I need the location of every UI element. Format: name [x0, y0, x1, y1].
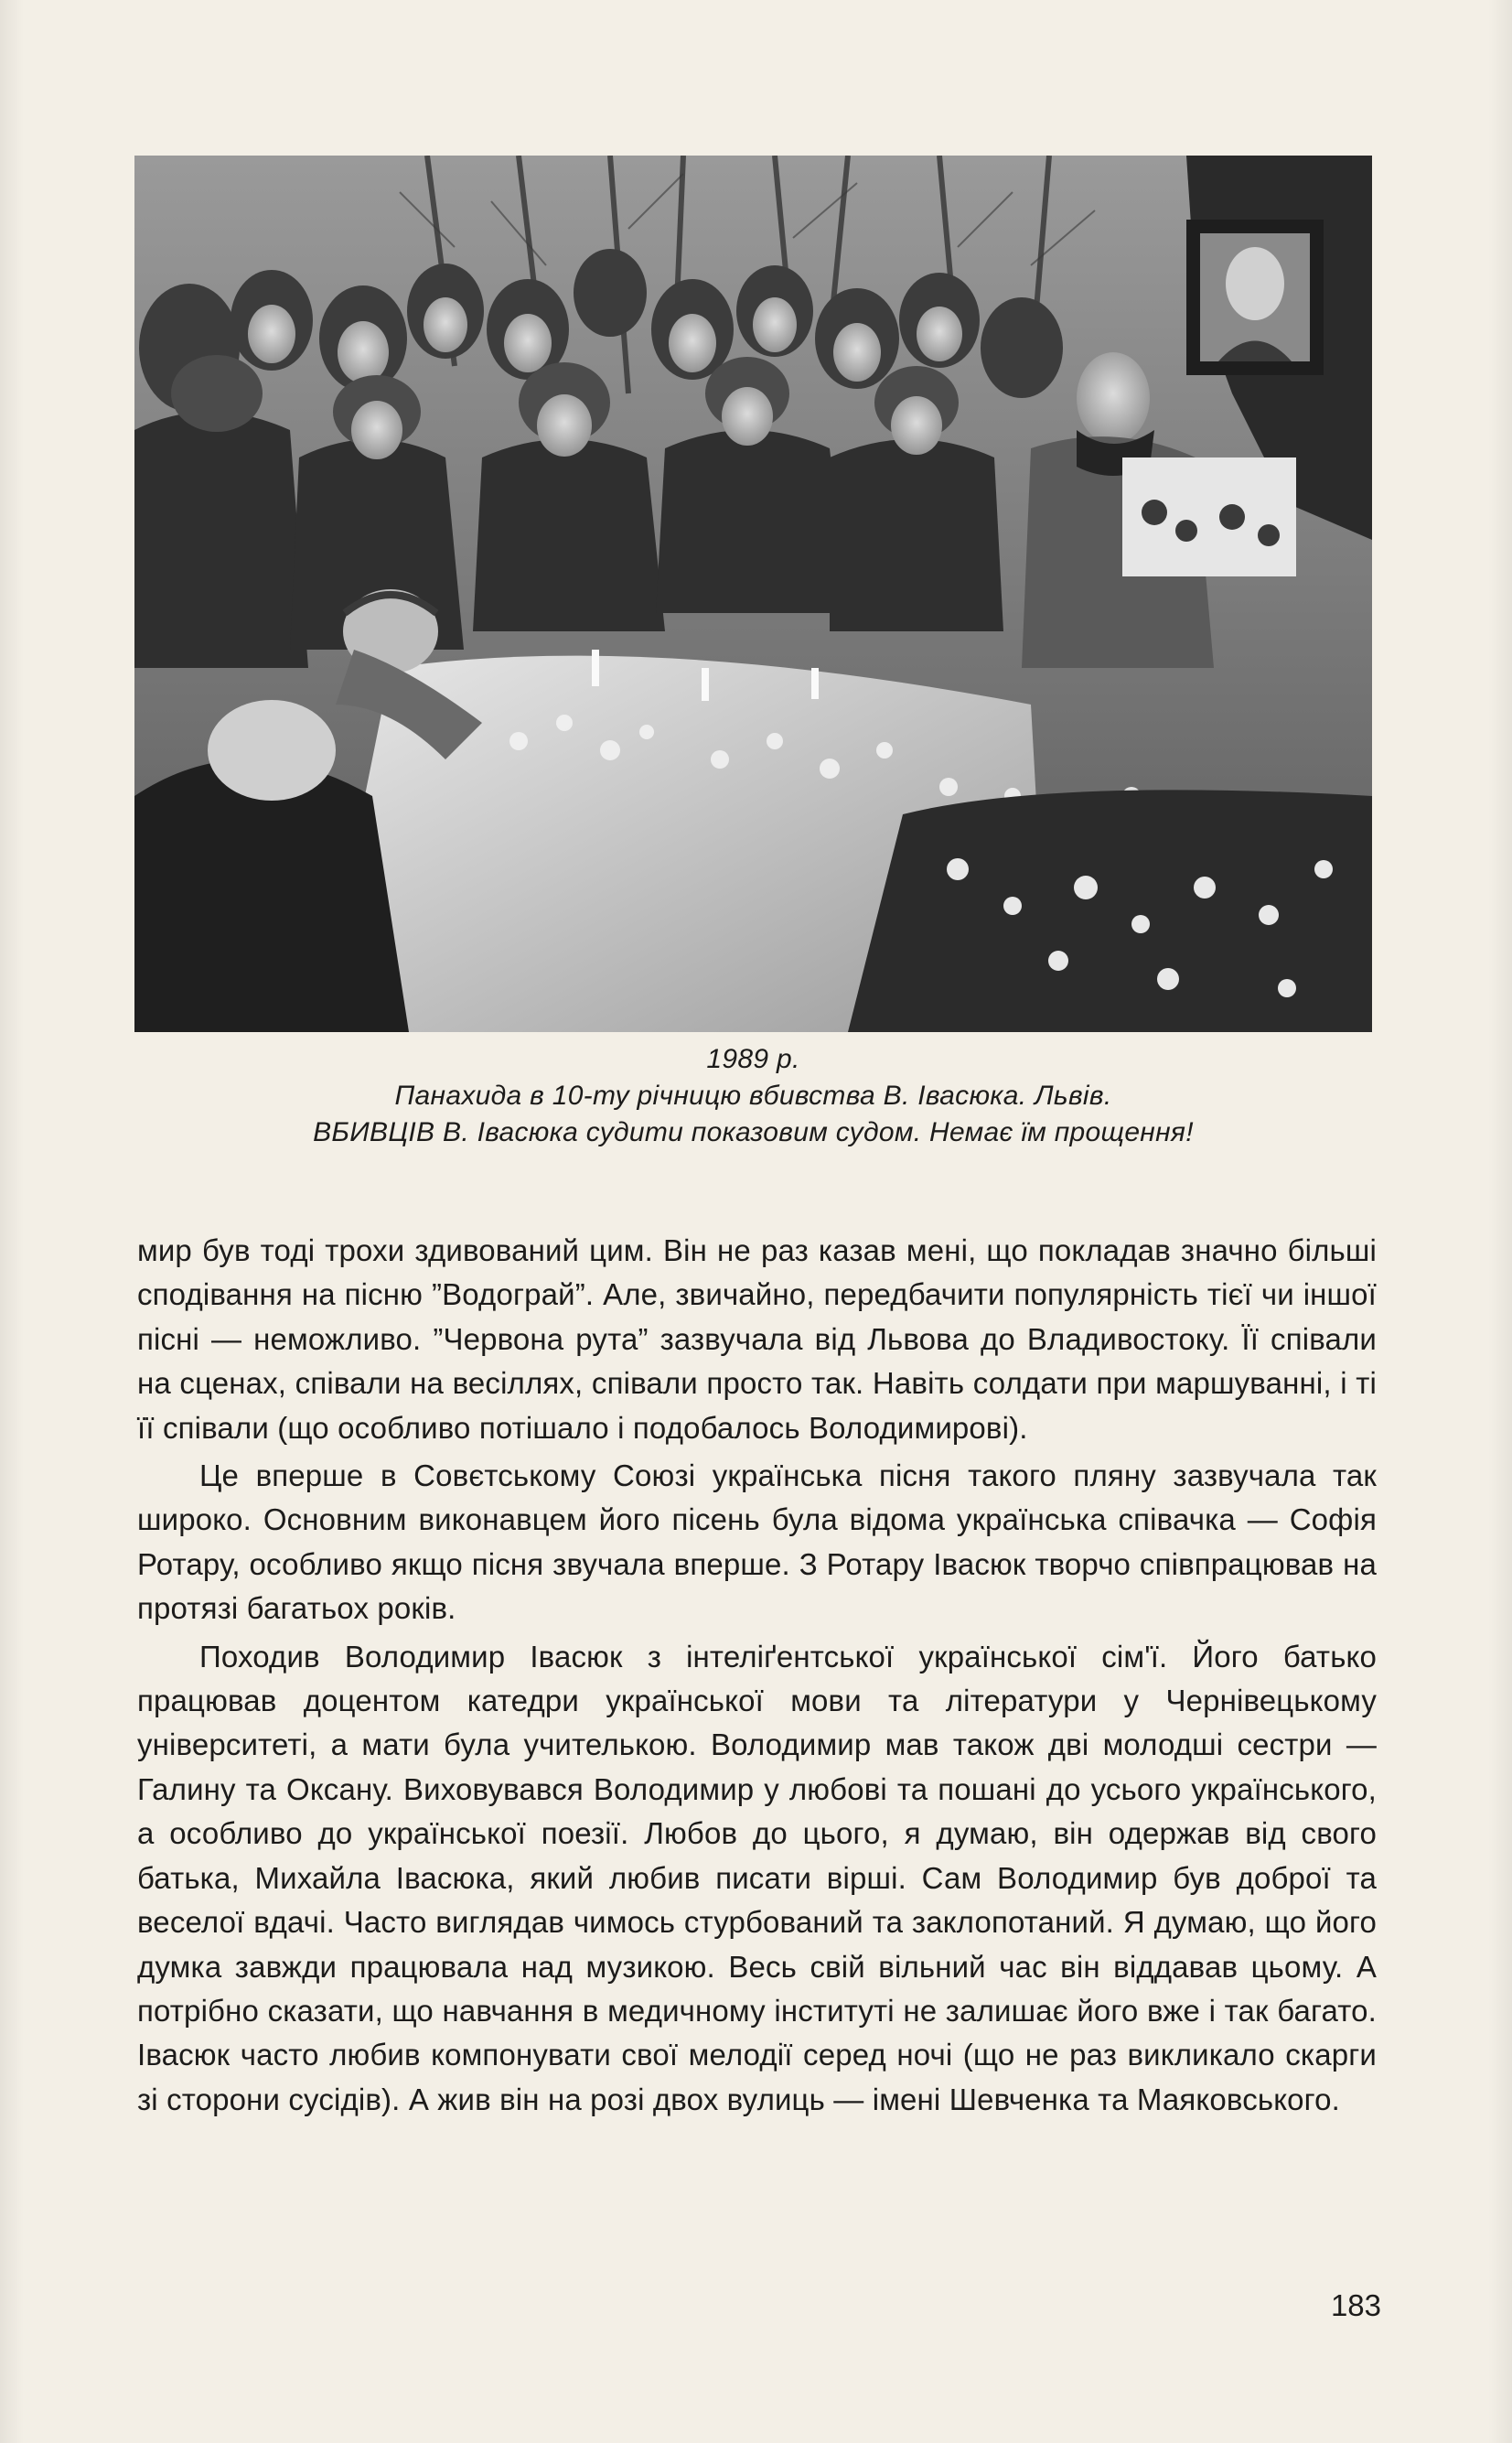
page-number: 183 [1330, 2288, 1381, 2322]
page-edge-shadow-left [0, 0, 24, 2443]
page-edge-shadow-right [1488, 0, 1512, 2443]
photo-caption-year: 1989 р. [706, 1044, 800, 1074]
paragraph-1: мир був тоді трохи здивований цим. Він не раз казав мені, що покладав значно більші сподівання на пісню ”Водограй”. Але, звичайно, передбачити популярність тієї чи іншої пісні — неможливо. ”Червона рута” зазвучала від Львова до Владивостоку. Її співали на сценах, співали на весіллях, співали просто так. Навіть солдати при маршуванні, і ті її співали (що особливо потішало і подобалось Володимирові). [137, 1233, 1377, 1445]
photo-caption-line-2: ВБИВЦІВ В. Івасюка судити показовим судом. Немає їм прощення! [313, 1117, 1194, 1147]
photo-caption-line-1: Панахида в 10-ту річницю вбивства В. Івасюка. Львів. [394, 1081, 1112, 1111]
paragraph-3: Походив Володимир Івасюк з інтеліґентської української сім'ї. Його батько працював доцентом катедри української мови та літератури у Чернівецькому університеті, а мати була учителькою. Володимир мав також дві молодші сестри — Галину та Оксану. Виховувався Володимир у любові та пошані до усього українського, а особливо до української поезії. Любов до цього, я думаю, він одержав від свого батька, Михайла Івасюка, який любив писати вірші. Сам Володимир був доброї та веселої вдачі. Часто виглядав чимось стурбований та заклопотаний. Я думаю, що його думка завжди працювала над музикою. Весь свій вільний час він віддавав цьому. А потрібно сказати, що навчання в медичному інституті не залишає його вже і так багато. Івасюк часто любив компонувати свої мелодії серед ночі (що не раз викликало скарги зі сторони сусідів). А жив він на розі двох вулиць — імені Шевченка та Маяковського. [137, 1639, 1377, 2116]
memorial-photo-graphic [134, 156, 1372, 1032]
body-text [137, 1229, 1377, 2126]
paragraph-2: Це вперше в Совєтському Союзі українська пісня такого пляну зазвучала так широко. Основним виконавцем його пісень була відома українська співачка — Софія Ротару, особливо якщо пісня звучала вперше. З Ротару Івасюк творчо співпрацював на протязі багатьох років. [137, 1458, 1377, 1626]
memorial-photo [134, 156, 1372, 1032]
